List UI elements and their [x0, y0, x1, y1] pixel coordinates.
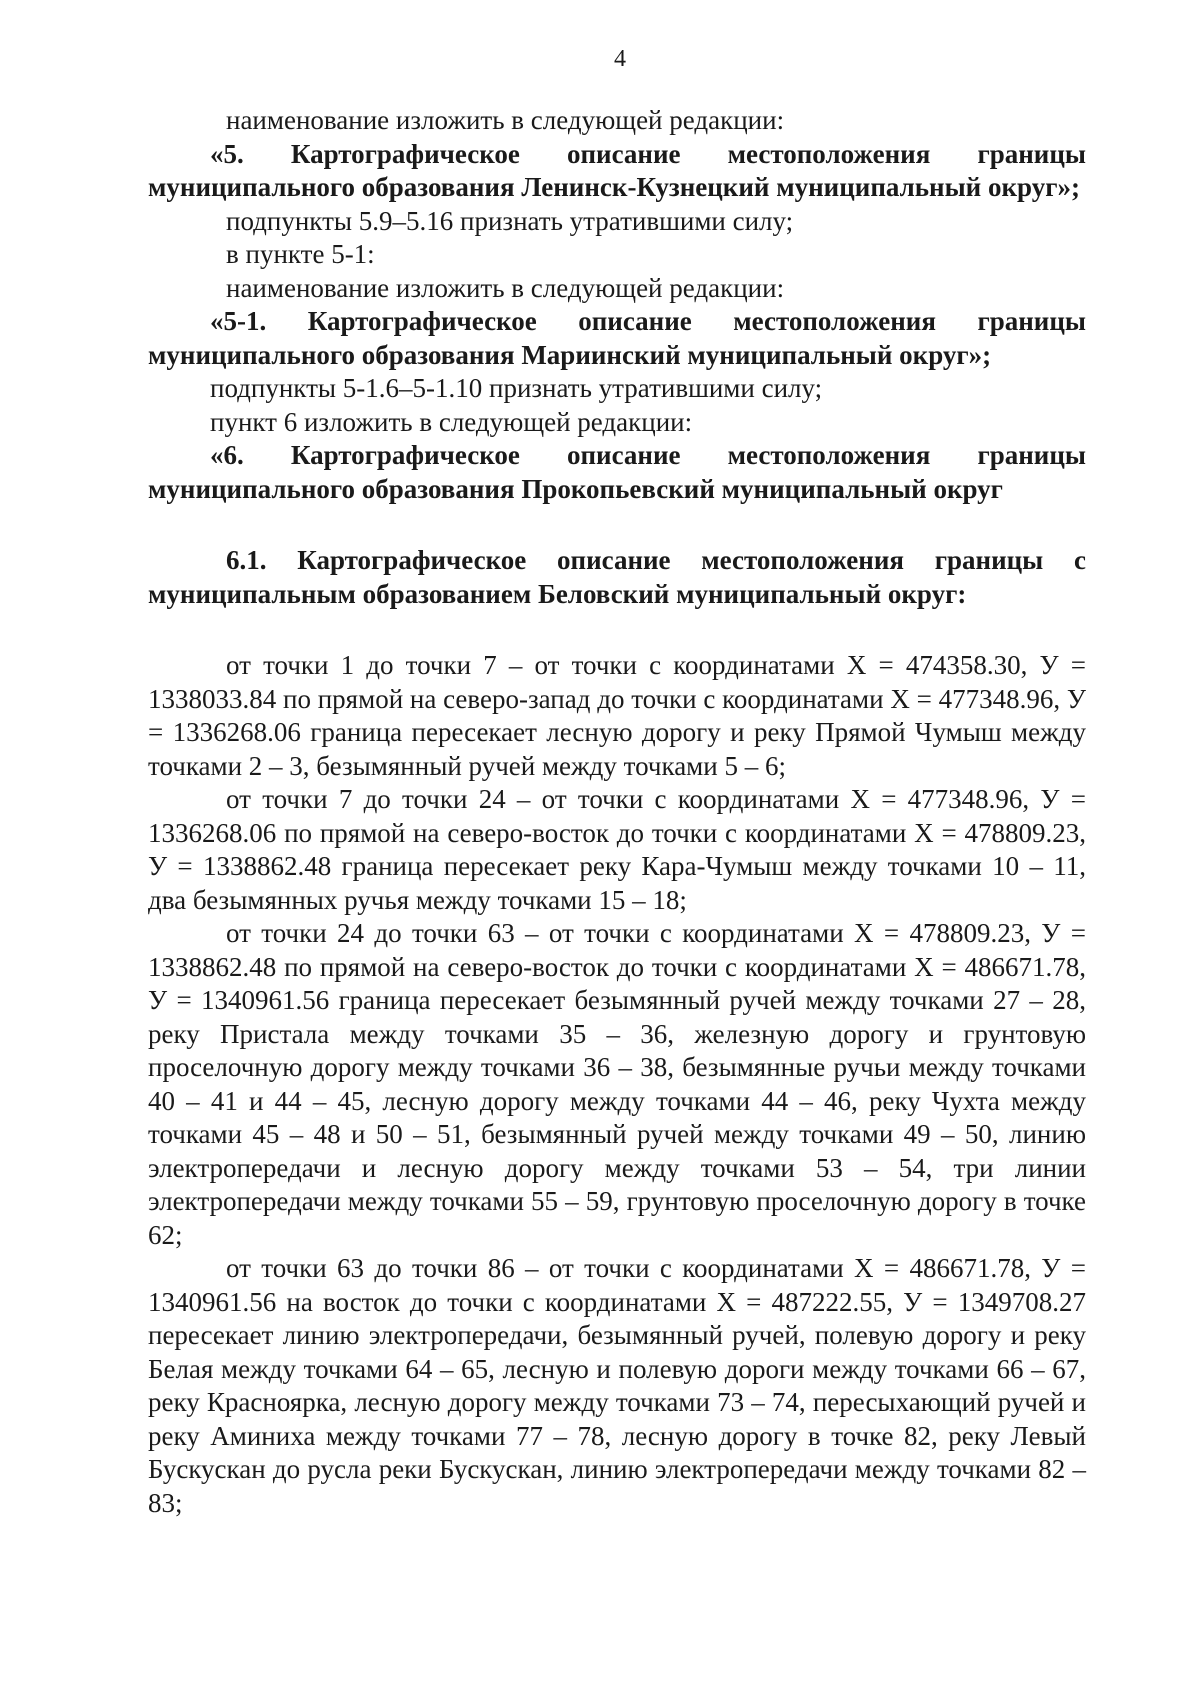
paragraph: наименование изложить в следующей редакции:: [226, 272, 785, 303]
section-heading-5-1: «5-1. Картографическое описание местоположения границы муниципального образования Мариинский муниципальный округ»;: [148, 306, 1086, 370]
paragraph: подпункты 5.9–5.16 признать утратившими силу;: [226, 205, 794, 236]
document-body: [148, 104, 1086, 1520]
paragraph: пункт 6 изложить в следующей редакции:: [210, 406, 693, 437]
page-number: 4: [614, 46, 626, 72]
paragraph: подпункты 5-1.6–5-1.10 признать утратившими силу;: [210, 373, 823, 403]
paragraph: наименование изложить в следующей редакции:: [226, 105, 785, 135]
boundary-paragraph: от точки 7 до точки 24 – от точки с координатами X = 477348.96, У = 1336268.06 по прямой на северо-восток до точки с координатами X = 478809.23, У = 1338862.48 граница пересекает реку Кара-Чумыш между точками 10 – 11, два безымянных ручья между точками 15 – 18;: [148, 784, 1086, 915]
boundary-paragraph: от точки 1 до точки 7 – от точки с координатами X = 474358.30, У = 1338033.84 по прямой на северо-запад до точки с координатами X = 477348.96, У = 1336268.06 граница пересекает лесную дорогу и реку Прямой Чумыш между точками 2 – 3, безымянный ручей между точками 5 – 6;: [148, 650, 1086, 781]
section-heading-5: «5. Картографическое описание местоположения границы муниципального образования Ленинск-Кузнецкий муниципальный округ»;: [148, 138, 1086, 202]
boundary-paragraph: от точки 63 до точки 86 – от точки с координатами X = 486671.78, У = 1340961.56 на восток до точки с координатами X = 487222.55, У = 1349708.27 пересекает линию электропередачи, безымянный ручей, полевую дорогу и реку Белая между точками 64 – 65, лесную и полевую дороги между точками 66 – 67, реку Красноярка, лесную дорогу между точками 73 – 74, пересыхающий ручей и реку Аминиха между точками 77 – 78, лесную дорогу в точке 82, реку Левый Бускускан до русла реки Бускускан, линию электропередачи между точками 82 – 83;: [148, 1253, 1086, 1518]
boundary-paragraph: от точки 24 до точки 63 – от точки с координатами X = 478809.23, У = 1338862.48 по прямой на северо-восток до точки с координатами X = 486671.78, У = 1340961.56 граница пересекает безымянный ручей между точками 27 – 28, реку Пристала между точками 35 – 36, железную дорогу и грунтовую проселочную дорогу между точками 36 – 38, безымянные ручьи между точками 40 – 41 и 44 – 45, лесную дорогу между точками 44 – 46, реку Чухта между точками 45 – 48 и 50 – 51, безымянный ручей между точками 49 – 50, линию электропередачи и лесную дорогу между точками 53 – 54, три линии электропередачи между точками 55 – 59, грунтовую проселочную дорогу в точке 62;: [148, 918, 1086, 1250]
subsection-heading-6-1: 6.1. Картографическое описание местоположения границы с муниципальным образованием Беловский муниципальный округ:: [148, 545, 1086, 609]
section-heading-6: «6. Картографическое описание местоположения границы муниципального образования Прокопьевский муниципальный округ: [148, 440, 1086, 504]
paragraph: в пункте 5-1:: [226, 239, 375, 269]
